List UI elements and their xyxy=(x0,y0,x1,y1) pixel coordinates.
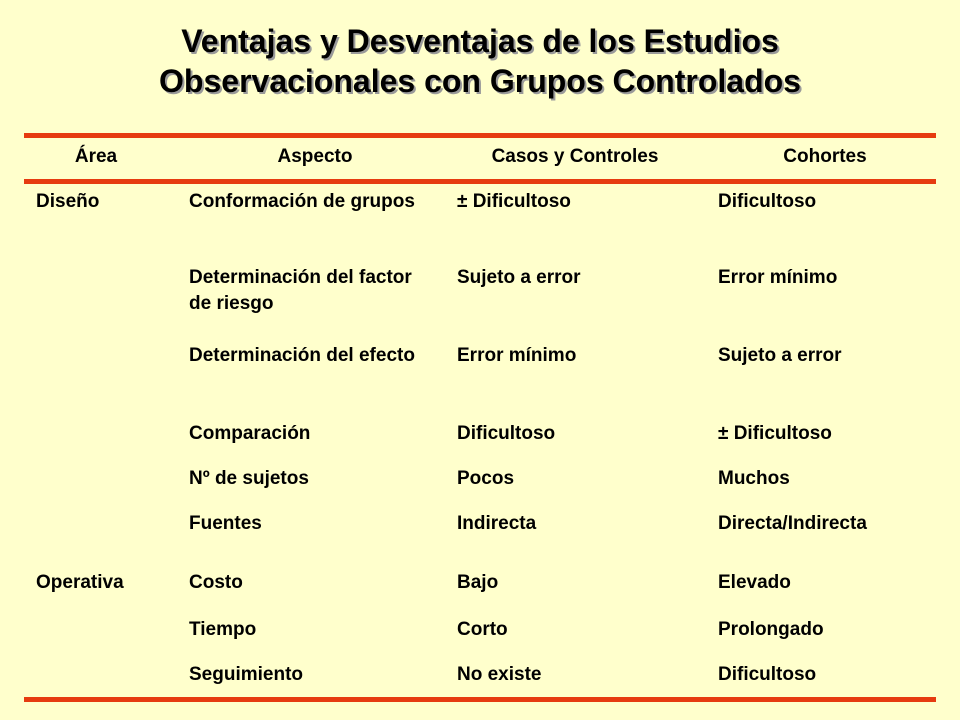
header-cohortes: Cohortes xyxy=(783,146,867,167)
cell-cohortes: Error mínimo xyxy=(718,267,838,288)
cell-aspecto: Determinación del factor de riesgo xyxy=(189,267,412,314)
slide-title-line-1: Ventajas y Desventajas de los Estudios xyxy=(181,23,779,59)
cell-casos: Corto xyxy=(457,619,508,640)
cell-casos: Indirecta xyxy=(457,513,537,534)
cell-casos: No existe xyxy=(457,664,542,685)
cell-cohortes: Elevado xyxy=(718,572,791,593)
cell-cohortes: Prolongado xyxy=(718,619,824,640)
cell-aspecto: Costo xyxy=(189,572,243,593)
cell-area: Diseño xyxy=(36,191,100,212)
cell-casos: ± Dificultoso xyxy=(457,191,571,212)
cell-casos: Sujeto a error xyxy=(457,267,581,288)
cell-aspecto: Comparación xyxy=(189,423,311,444)
cell-casos: Pocos xyxy=(457,468,515,489)
cell-aspecto: Determinación del efecto xyxy=(189,345,415,366)
cell-cohortes: Sujeto a error xyxy=(718,345,842,366)
cell-aspecto: Fuentes xyxy=(189,513,262,534)
cell-casos: Error mínimo xyxy=(457,345,577,366)
cell-cohortes: ± Dificultoso xyxy=(718,423,832,444)
table-header-rule xyxy=(24,179,936,184)
cell-cohortes: Directa/Indirecta xyxy=(718,513,867,534)
cell-casos: Dificultoso xyxy=(457,423,556,444)
table-bottom-rule xyxy=(24,697,936,702)
cell-cohortes: Muchos xyxy=(718,468,790,489)
cell-casos: Bajo xyxy=(457,572,499,593)
cell-aspecto: Tiempo xyxy=(189,619,257,640)
slide-title-line-2: Observacionales con Grupos Controlados xyxy=(159,63,801,99)
cell-aspecto: Seguimiento xyxy=(189,664,304,685)
cell-aspecto: Conformación de grupos xyxy=(189,191,415,212)
cell-aspecto: Nº de sujetos xyxy=(189,468,309,489)
header-aspecto: Aspecto xyxy=(277,146,353,167)
header-casos-y-controles: Casos y Controles xyxy=(491,146,659,167)
table-top-rule xyxy=(24,133,936,138)
cell-cohortes: Dificultoso xyxy=(718,664,817,685)
cell-cohortes: Dificultoso xyxy=(718,191,817,212)
header-area: Área xyxy=(74,146,118,167)
cell-area: Operativa xyxy=(36,572,124,593)
